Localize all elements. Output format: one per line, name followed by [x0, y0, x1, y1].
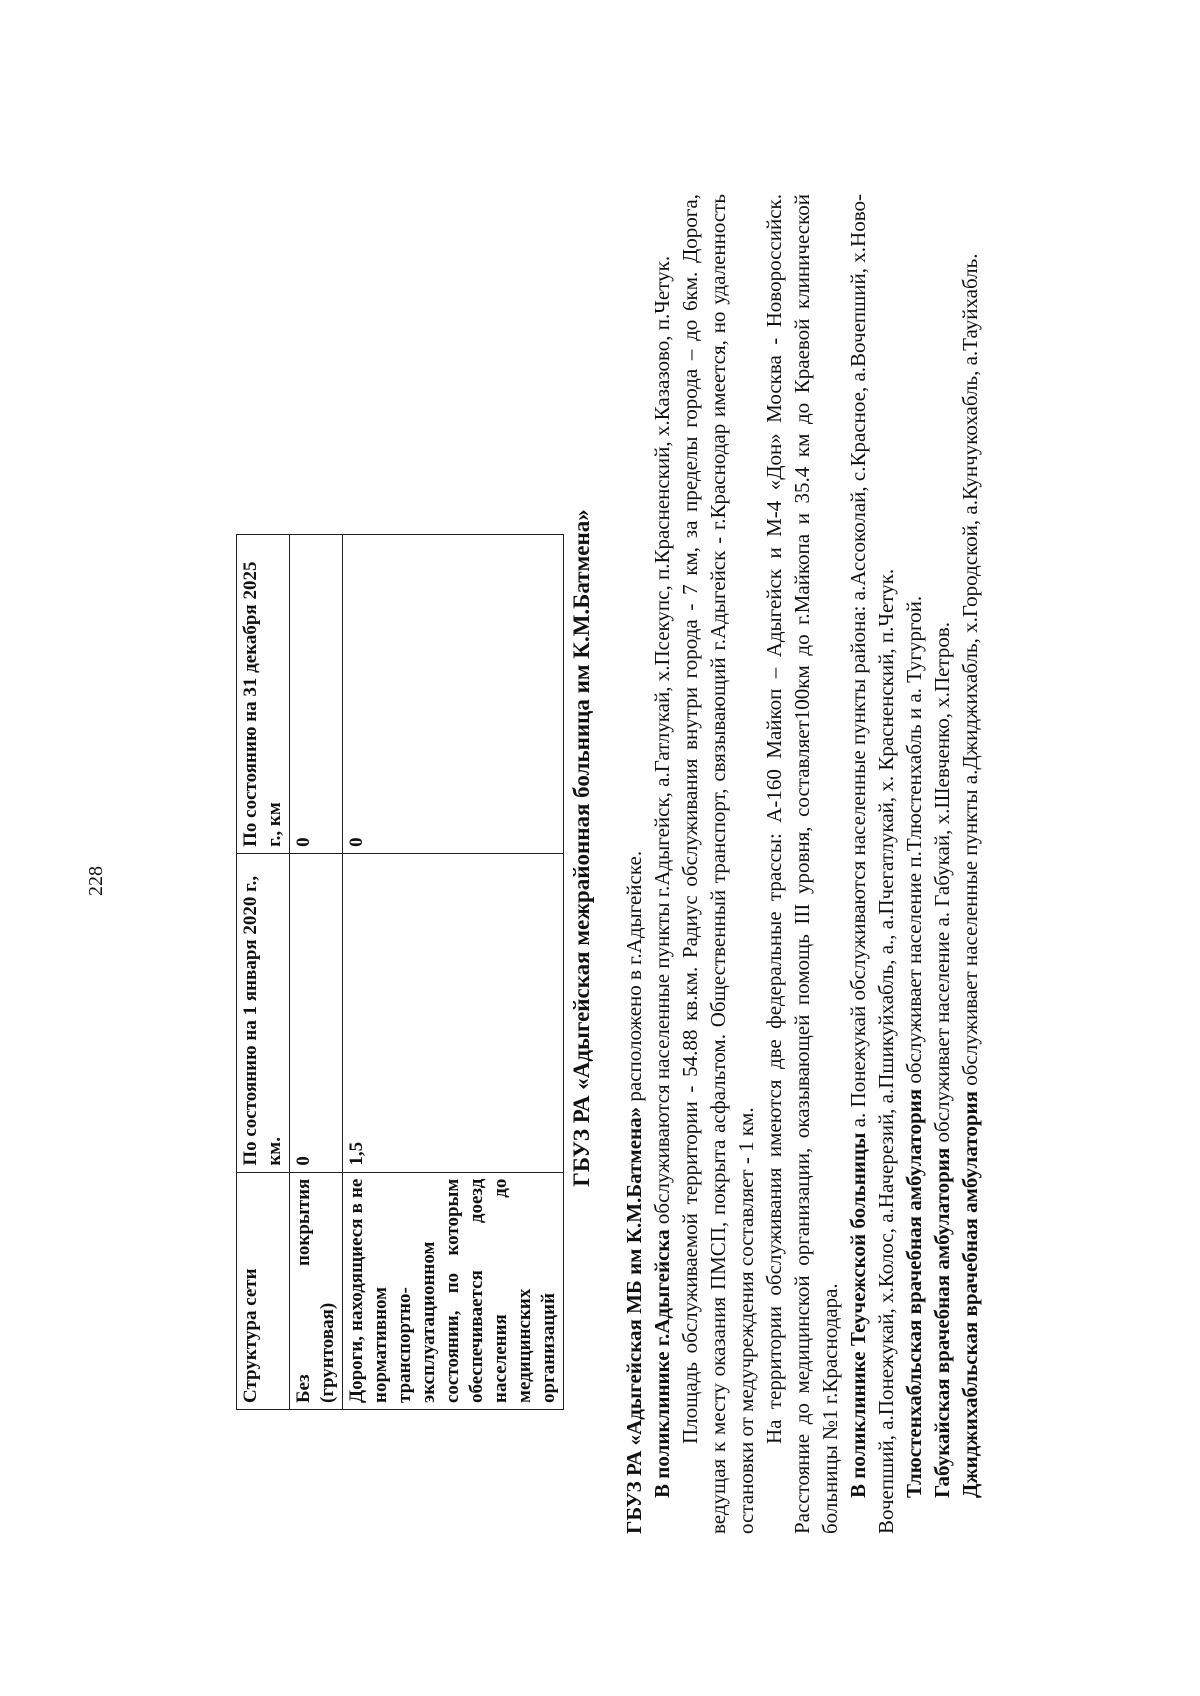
paragraph-text: расположено в г.Адыгейске.: [622, 850, 646, 1107]
table-header-cell: По состоянию на 1 января 2020 г., км.: [237, 853, 290, 1172]
table-cell: 0: [290, 535, 343, 854]
table-header-cell: По состоянию на 31 декабря 2025 г., км: [237, 535, 290, 854]
paragraph: На территории обслуживания имеются две федеральные трассы: А-160 Майкоп – Адыгейск и М-4 «Дон» Москва - Новороссийск. Расстояние до медицинской организации, оказывающей помощь III уровня, составляет100км до г.Майкопа и 35.4 км до Краевой клинической больницы №1 г.Краснодара.: [762, 194, 842, 1534]
table-row: [290, 535, 343, 1410]
paragraph-text: обслуживает население а. Габукай, х.Шевченко, х.Петров.: [930, 621, 954, 1148]
table-cell: 1,5: [343, 853, 564, 1172]
paragraph-text: обслуживает населенные пункты а.Джиджихабль, х.Городской, а.Кунчукохабль, а.Тауйхабль.: [958, 253, 982, 1092]
table-cell: Без покрытия (грунтовая): [290, 1172, 343, 1409]
paragraph-bold: В поликлинике Теучежской больницы: [846, 1132, 870, 1498]
paragraph: [844, 194, 900, 1534]
paragraph: [648, 194, 676, 1534]
road-network-table: [236, 534, 564, 1410]
table-header-row: [237, 535, 290, 1410]
table-cell: Дороги, находящиеся в не нормативном транспортно-эксплуатационном состоянии, по которым обеспечивается доезд населения до медицинских организаций: [343, 1172, 564, 1409]
paragraph: [620, 194, 648, 1534]
paragraph: Площадь обслуживаемой территории - 54.88 кв.км. Радиус обслуживания внутри города - 7 км, за пределы города – до 6км. Дорога, ведущая к месту оказания ПМСП, покрыта асфальтом. Общественный транспорт, связывающий г.Адыгейск - г.Краснодар имеется, но удаленность остановки от медучреждения составляет - 1 км.: [678, 194, 758, 1534]
paragraph-bold: В поликлинике г.Адыгейска: [650, 1229, 674, 1498]
section-title: ГБУЗ РА «Адыгейская межрайонная больница им К.М.Батмена»: [569, 509, 594, 1187]
paragraph: [900, 194, 928, 1534]
paragraph: [928, 194, 956, 1534]
paragraph-bold: ГБУЗ РА «Адыгейская МБ им К.М.Батмена»: [622, 1106, 646, 1534]
table-cell: 0: [290, 853, 343, 1172]
page-number: 228: [85, 866, 107, 896]
body-text: [620, 194, 984, 1534]
paragraph-text: обслуживаются населенные пункты г.Адыгейск, а.Гатлукай, х.Псекупс, п.Красненский, х.Казазово, п.Четук.: [650, 255, 674, 1230]
paragraph: [956, 194, 984, 1534]
table-header-cell: Структура сети: [237, 1172, 290, 1409]
paragraph-text: а. Понежукай обслуживаются населенные пункты района: а.Ассоколай, с.Красное, а.Вочепший, х.Ново-Вочепший, а.Понежукай, х.Колос, а.Начерезий, а.Пшикуйхабль, а., а.Пчегатлукай, х. Красненский, п.Четук.: [846, 194, 898, 1534]
paragraph-bold: Тлюстенхабльская врачебная амбулатория: [902, 1088, 926, 1498]
table-cell: 0: [343, 535, 564, 854]
paragraph-bold: Габукайская врачебная амбулатория: [930, 1147, 954, 1498]
paragraph-bold: Джиджихабльская врачебная амбулатория: [958, 1091, 982, 1498]
table-row: [343, 535, 564, 1410]
paragraph-text: обслуживает население п.Тлюстенхабль и а. Тугургой.: [902, 595, 926, 1089]
